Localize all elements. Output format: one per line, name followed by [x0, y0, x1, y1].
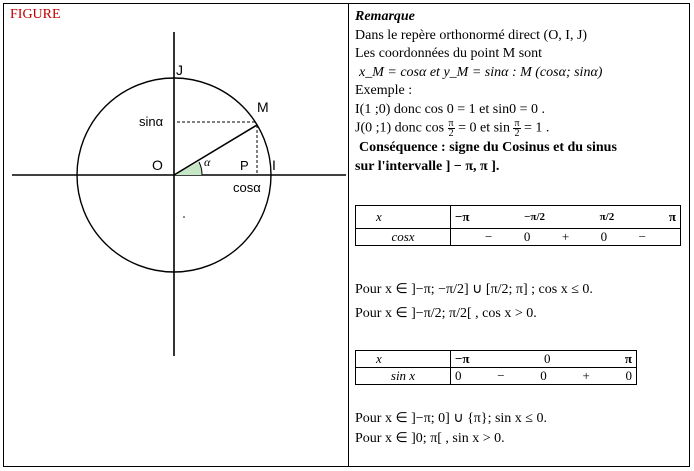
remark-line-3: x_M = cosα et y_M = sinα : M (cosα; sinα)	[359, 64, 603, 80]
cos-sign-val: −	[638, 229, 646, 244]
sin-label: sinα	[139, 114, 164, 129]
point-j-label: J	[176, 62, 183, 78]
cos-x-val: π	[668, 209, 676, 224]
point-i-label: I	[272, 157, 276, 173]
remark-title: Remarque	[355, 9, 415, 24]
cos-sign-val: 0	[523, 229, 531, 244]
remark-line-1: Dans le repère orthonormé direct (O, I, J)	[355, 27, 588, 43]
sin-sign-table	[355, 350, 637, 385]
remark-line-5: I(1 ;0) donc cos 0 = 1 et sin0 = 0 .	[355, 101, 545, 117]
sin-conclusion-line-2: Pour x ∈ ]0; π[ , sin x > 0.	[355, 431, 505, 446]
point-m-label: M	[257, 99, 269, 115]
cos-sign-val: +	[561, 229, 570, 244]
sin-conclusion-line-1: Pour x ∈ ]−π; 0] ∪ {π}; sin x ≤ 0.	[355, 411, 547, 426]
sin-sign-val: 0	[540, 368, 547, 383]
point-p-label: P	[240, 158, 249, 173]
stray-dot	[183, 216, 185, 218]
cos-x-val: π/2	[599, 211, 615, 223]
table-row	[356, 351, 637, 368]
table-row	[356, 368, 637, 385]
cos-x-val: −π	[455, 209, 470, 224]
sin-x-val: −π	[455, 351, 470, 366]
cos-x-val: −π/2	[524, 211, 546, 223]
cos-table-x-head: x	[356, 206, 451, 229]
table-row	[356, 206, 681, 229]
remark-line-4: Exemple :	[355, 83, 413, 98]
cos-sign-table	[355, 205, 681, 246]
sin-x-val: 0	[543, 351, 551, 366]
column-divider	[348, 3, 349, 467]
table-row	[356, 229, 681, 246]
angle-label: α	[204, 155, 211, 169]
remark-line-2: Les coordonnées du point M sont	[355, 46, 543, 61]
cos-conclusion-line-1: Pour x ∈ ]−π; −π/2] ∪ [π/2; π] ; cos x ≤ 0.	[355, 282, 593, 297]
consequence-line-2: sur l'intervalle ] − π, π ].	[355, 158, 500, 174]
cos-conclusion	[355, 278, 593, 326]
trig-circle-figure	[4, 4, 348, 466]
consequence-line-1: Conséquence : signe du Cosinus et du sinus	[359, 140, 617, 155]
sin-x-val: π	[624, 351, 632, 366]
figure-label: FIGURE	[10, 7, 61, 22]
remark-line-6: J(0 ;1) donc cos $\frac{\pi}{2}$ = 0 et sin $\frac{\pi}{2}$ = 1 .	[355, 118, 550, 139]
cos-table-cos-head: cosx	[356, 229, 451, 246]
cos-conclusion-line-2: Pour x ∈ ]−π/2; π/2[ , cos x > 0.	[355, 306, 537, 321]
remark-block	[355, 8, 685, 176]
sin-sign-val: +	[582, 368, 590, 383]
sin-table-sin-head: sin x	[356, 368, 451, 385]
sin-sign-val: 0	[625, 368, 632, 383]
cos-sign-val: 0	[600, 229, 608, 244]
sin-sign-val: −	[497, 368, 505, 383]
cos-sign-val: −	[485, 229, 493, 244]
sin-table-x-head: x	[356, 351, 451, 368]
sin-conclusion	[355, 409, 547, 449]
point-o-label: O	[152, 157, 163, 173]
cos-label: cosα	[233, 180, 261, 195]
sin-sign-val: 0	[455, 368, 462, 383]
